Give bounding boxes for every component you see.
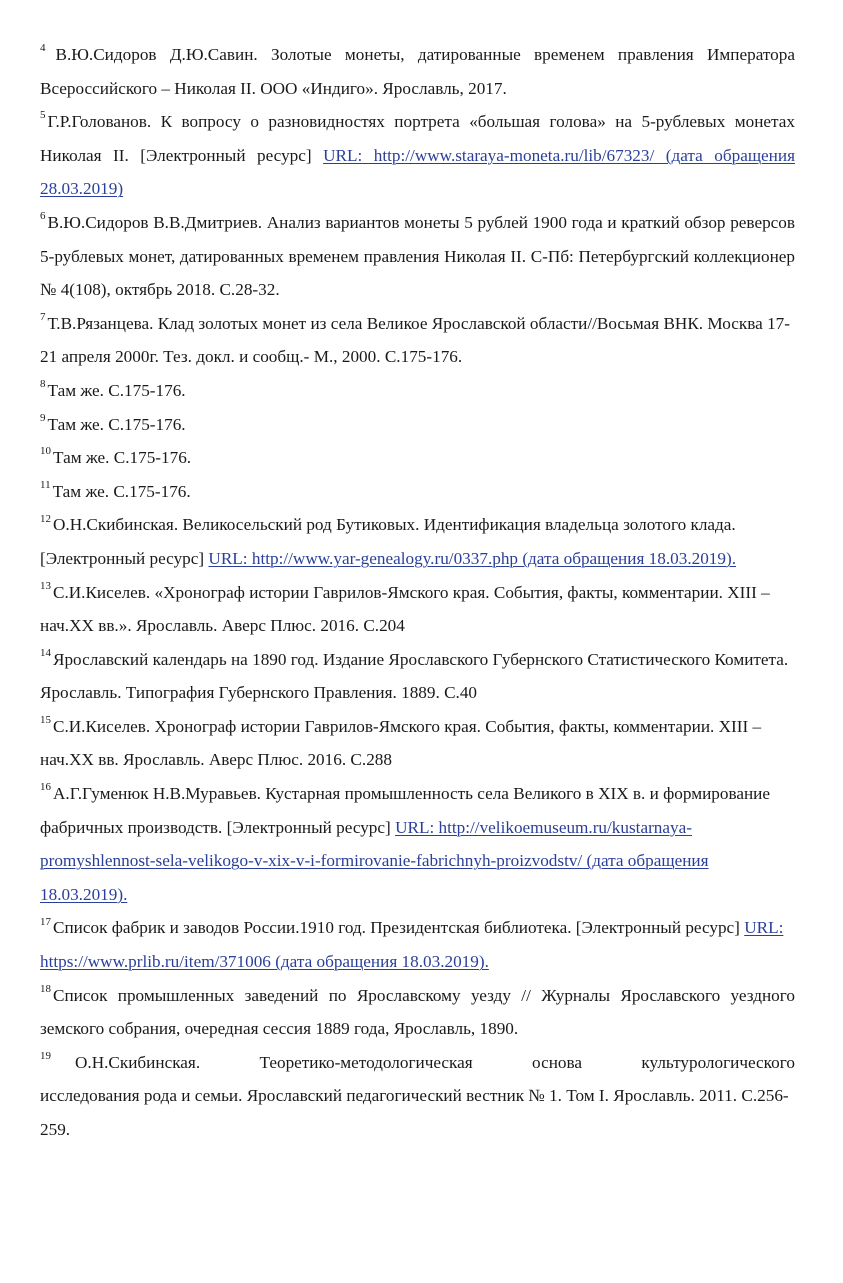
footnote-number: 16	[40, 781, 51, 794]
footnote-number: 9	[40, 411, 46, 424]
footnote-number: 17	[40, 915, 51, 928]
footnote-11	[40, 475, 795, 509]
footnote-4	[40, 38, 795, 105]
footnote-text: Там же. С.175-176.	[53, 448, 192, 468]
footnote-15	[40, 710, 795, 777]
footnote-number: 8	[40, 378, 46, 391]
footnote-number: 18	[40, 982, 51, 995]
footnote-5	[40, 105, 795, 206]
footnote-link[interactable]: URL: http://velikoemuseum.ru/kustarnaya-promyshlennost-sela-velikogo-v-xix-v-i-formirovanie-fabrichnyh-proizvodstv/ (дата обращения 18.03.2019).	[40, 817, 709, 904]
footnote-word: Теоретико-методологическая	[259, 1052, 473, 1072]
footnote-7	[40, 307, 795, 374]
footnote-text: Список промышленных заведений по Ярославскому уезду // Журналы Ярославского уездного земского собрания, очередная сессия 1889 года, Ярославль, 1890.	[40, 985, 795, 1039]
footnote-number: 14	[40, 646, 51, 659]
footnote-9	[40, 408, 795, 442]
footnote-8	[40, 374, 795, 408]
footnote-6	[40, 206, 795, 307]
footnote-text: Там же. С.175-176.	[52, 481, 191, 501]
footnote-text: О.Н.Скибинская. Великосельский род Бутиковых. Идентификация владельца золотого клада. [Электронный ресурс]	[40, 515, 736, 568]
footnote-number: 12	[40, 512, 51, 525]
footnote-link[interactable]: URL: http://www.staraya-moneta.ru/lib/67323/ (дата обращения 28.03.2019)	[40, 145, 795, 199]
footnote-number: 15	[40, 714, 51, 727]
footnote-text: Там же. С.175-176.	[47, 380, 186, 400]
footnote-17	[40, 911, 795, 978]
footnote-16	[40, 777, 795, 911]
footnote-text: исследования рода и семьи. Ярославский педагогический вестник № 1. Том I. Ярославль. 2011. С.256-259.	[40, 1086, 789, 1139]
footnote-19-lead	[40, 1046, 200, 1080]
footnote-number: 5	[40, 109, 46, 122]
footnote-number: 7	[40, 311, 46, 324]
footnote-number: 6	[40, 210, 46, 223]
footnote-12	[40, 508, 795, 575]
footnote-text: В.Ю.Сидоров В.В.Дмитриев. Анализ вариантов монеты 5 рублей 1900 года и краткий обзор реверсов 5-рублевых монет, датированных временем правления Николая II. С-Пб: Петербургский коллекционер № 4(108), октябрь 2018. С.28-32.	[40, 212, 795, 300]
footnote-text: Г.Р.Голованов. К вопросу о разновидностях портрета «большая голова» на 5-рублевых монетах Николая II. [Электронный ресурс]	[40, 112, 795, 165]
footnote-number: 10	[40, 445, 51, 458]
footnote-text: Там же. С.175-176.	[47, 414, 186, 434]
footnote-link[interactable]: URL: http://www.yar-genealogy.ru/0337.php (дата обращения 18.03.2019).	[208, 548, 737, 568]
footnote-14	[40, 643, 795, 710]
footnote-number: 19	[40, 1050, 51, 1063]
footnote-text: А.Г.Гуменюк Н.В.Муравьев. Кустарная промышленность села Великого в XIX в. и формирование фабричных производств. [Электронный ресурс]	[40, 784, 771, 837]
footnote-link[interactable]: URL: https://www.prlib.ru/item/371006 (дата обращения 18.03.2019).	[40, 918, 784, 972]
footnote-number: 11	[40, 478, 51, 491]
footnote-word: О.Н.Скибинская.	[75, 1052, 201, 1072]
footnote-19	[40, 1046, 795, 1147]
footnote-10	[40, 441, 795, 475]
footnote-text: Ярославский календарь на 1890 год. Издание Ярославского Губернского Статистического Комитета. Ярославль. Типография Губернского Правления. 1889. С.40	[40, 649, 789, 703]
footnote-18	[40, 979, 795, 1046]
footnote-text: С.И.Киселев. «Хронограф истории Гаврилов-Ямского края. События, факты, комментарии. XIII – нач.XX вв.». Ярославль. Аверс Плюс. 2016. С.204	[40, 582, 770, 636]
footnote-word: культурологического	[641, 1052, 795, 1072]
footnotes-page	[40, 38, 795, 1147]
footnote-text: Т.В.Рязанцева. Клад золотых монет из села Великое Ярославской области//Восьмая ВНК. Москва 17-21 апреля 2000г. Тез. докл. и сообщ.- М., 2000. С.175-176.	[40, 313, 790, 367]
footnote-13	[40, 576, 795, 643]
footnote-text: С.И.Киселев. Хронограф истории Гаврилов-Ямского края. События, факты, комментарии. XIII – нач.XX вв. Ярославль. Аверс Плюс. 2016. С.288	[40, 716, 762, 770]
footnote-number: 13	[40, 579, 51, 592]
footnote-19-first-line	[40, 1046, 795, 1080]
footnote-word: основа	[532, 1052, 583, 1072]
footnote-number: 4	[40, 42, 46, 55]
footnote-text: В.Ю.Сидоров Д.Ю.Савин. Золотые монеты, датированные временем правления Императора Всероссийского – Николая II. ООО «Индиго». Ярославль, 2017.	[40, 45, 795, 98]
footnote-text: Список фабрик и заводов России.1910 год. Президентская библиотека. [Электронный ресурс]	[53, 918, 745, 938]
